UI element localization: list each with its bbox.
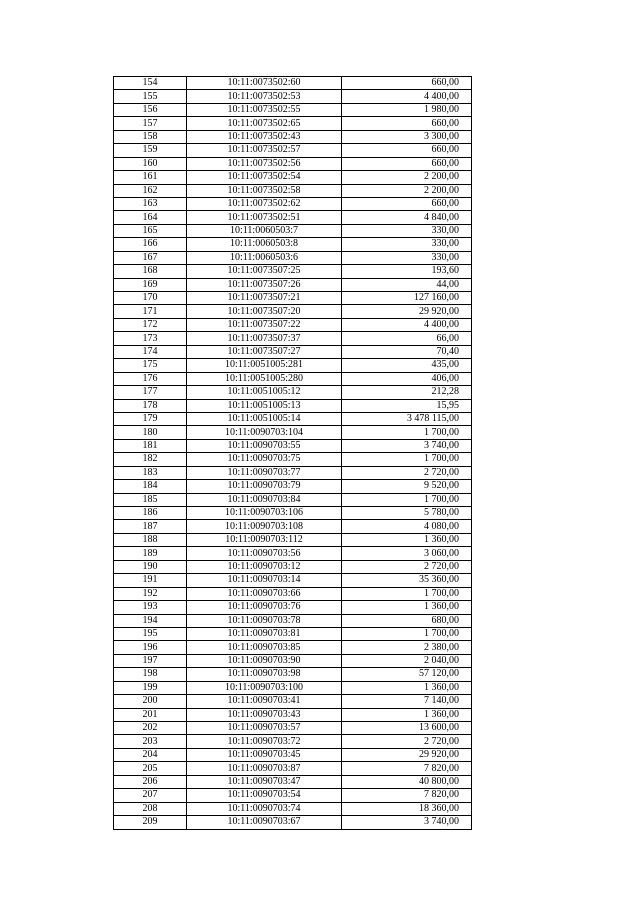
row-number-cell: 201	[114, 708, 187, 721]
value-cell: 4 400,00	[342, 90, 472, 103]
cadastral-number-cell: 10:11:0073502:43	[187, 130, 342, 143]
cadastral-number-cell: 10:11:0090703:67	[187, 816, 342, 829]
value-cell: 3 740,00	[342, 816, 472, 829]
value-cell: 2 720,00	[342, 560, 472, 573]
table-row	[114, 359, 472, 372]
row-number-cell: 158	[114, 130, 187, 143]
value-cell: 3 300,00	[342, 130, 472, 143]
value-cell: 1 700,00	[342, 453, 472, 466]
row-number-cell: 166	[114, 238, 187, 251]
row-number-cell: 199	[114, 681, 187, 694]
value-cell: 7 820,00	[342, 789, 472, 802]
cadastral-number-cell: 10:11:0073502:51	[187, 211, 342, 224]
row-number-cell: 154	[114, 77, 187, 90]
cadastral-number-cell: 10:11:0051005:281	[187, 359, 342, 372]
row-number-cell: 198	[114, 668, 187, 681]
cadastral-number-cell: 10:11:0073507:20	[187, 305, 342, 318]
value-cell: 406,00	[342, 372, 472, 385]
cadastral-number-cell: 10:11:0073507:27	[187, 345, 342, 358]
table-row	[114, 224, 472, 237]
value-cell: 127 160,00	[342, 292, 472, 305]
cadastral-number-cell: 10:11:0090703:55	[187, 439, 342, 452]
value-cell: 1 360,00	[342, 601, 472, 614]
value-cell: 660,00	[342, 157, 472, 170]
cadastral-number-cell: 10:11:0073502:62	[187, 197, 342, 210]
row-number-cell: 160	[114, 157, 187, 170]
cadastral-number-cell: 10:11:0073502:65	[187, 117, 342, 130]
value-cell: 1 700,00	[342, 493, 472, 506]
table-row	[114, 533, 472, 546]
table-row	[114, 547, 472, 560]
value-cell: 29 920,00	[342, 748, 472, 761]
table-row	[114, 305, 472, 318]
value-cell: 1 700,00	[342, 426, 472, 439]
cadastral-number-cell: 10:11:0090703:106	[187, 507, 342, 520]
row-number-cell: 168	[114, 265, 187, 278]
row-number-cell: 202	[114, 722, 187, 735]
row-number-cell: 183	[114, 466, 187, 479]
cadastral-number-cell: 10:11:0090703:98	[187, 668, 342, 681]
table-row	[114, 614, 472, 627]
row-number-cell: 191	[114, 574, 187, 587]
row-number-cell: 179	[114, 412, 187, 425]
cadastral-number-cell: 10:11:0090703:77	[187, 466, 342, 479]
value-cell: 212,28	[342, 386, 472, 399]
row-number-cell: 169	[114, 278, 187, 291]
row-number-cell: 181	[114, 439, 187, 452]
table-row	[114, 574, 472, 587]
row-number-cell: 188	[114, 533, 187, 546]
cadastral-number-cell: 10:11:0073502:53	[187, 90, 342, 103]
row-number-cell: 189	[114, 547, 187, 560]
cadastral-number-cell: 10:11:0090703:100	[187, 681, 342, 694]
cadastral-number-cell: 10:11:0090703:87	[187, 762, 342, 775]
row-number-cell: 192	[114, 587, 187, 600]
value-cell: 2 720,00	[342, 466, 472, 479]
cadastral-number-cell: 10:11:0073507:37	[187, 332, 342, 345]
value-cell: 44,00	[342, 278, 472, 291]
cadastral-number-cell: 10:11:0090703:45	[187, 748, 342, 761]
table-row	[114, 735, 472, 748]
value-cell: 660,00	[342, 144, 472, 157]
row-number-cell: 197	[114, 654, 187, 667]
table-row	[114, 144, 472, 157]
row-number-cell: 207	[114, 789, 187, 802]
value-cell: 2 200,00	[342, 184, 472, 197]
table-row	[114, 439, 472, 452]
value-cell: 2 380,00	[342, 641, 472, 654]
table-row	[114, 520, 472, 533]
value-cell: 4 080,00	[342, 520, 472, 533]
table-row	[114, 466, 472, 479]
table-row	[114, 372, 472, 385]
value-cell: 4 840,00	[342, 211, 472, 224]
table-row	[114, 668, 472, 681]
row-number-cell: 182	[114, 453, 187, 466]
row-number-cell: 203	[114, 735, 187, 748]
cadastral-number-cell: 10:11:0060503:8	[187, 238, 342, 251]
cadastral-number-cell: 10:11:0090703:112	[187, 533, 342, 546]
row-number-cell: 200	[114, 695, 187, 708]
value-cell: 330,00	[342, 224, 472, 237]
cadastral-number-cell: 10:11:0090703:81	[187, 627, 342, 640]
cadastral-number-cell: 10:11:0073507:21	[187, 292, 342, 305]
value-cell: 330,00	[342, 238, 472, 251]
table-row	[114, 130, 472, 143]
cadastral-value-table	[113, 76, 472, 830]
value-cell: 680,00	[342, 614, 472, 627]
table-row	[114, 816, 472, 829]
value-cell: 2 040,00	[342, 654, 472, 667]
cadastral-number-cell: 10:11:0090703:79	[187, 480, 342, 493]
table-row	[114, 681, 472, 694]
table-row	[114, 117, 472, 130]
table-row	[114, 211, 472, 224]
cadastral-number-cell: 10:11:0073502:58	[187, 184, 342, 197]
table-row	[114, 386, 472, 399]
cadastral-number-cell: 10:11:0090703:54	[187, 789, 342, 802]
value-cell: 9 520,00	[342, 480, 472, 493]
value-cell: 1 980,00	[342, 103, 472, 116]
value-cell: 3 478 115,00	[342, 412, 472, 425]
row-number-cell: 209	[114, 816, 187, 829]
table-row	[114, 265, 472, 278]
cadastral-number-cell: 10:11:0051005:13	[187, 399, 342, 412]
cadastral-number-cell: 10:11:0051005:12	[187, 386, 342, 399]
table-row	[114, 292, 472, 305]
row-number-cell: 186	[114, 507, 187, 520]
row-number-cell: 204	[114, 748, 187, 761]
table-row	[114, 171, 472, 184]
value-cell: 13 600,00	[342, 722, 472, 735]
table-row	[114, 748, 472, 761]
table-row	[114, 238, 472, 251]
row-number-cell: 180	[114, 426, 187, 439]
table-row	[114, 251, 472, 264]
cadastral-number-cell: 10:11:0073507:22	[187, 318, 342, 331]
table-row	[114, 77, 472, 90]
value-cell: 18 360,00	[342, 802, 472, 815]
table-row	[114, 399, 472, 412]
cadastral-number-cell: 10:11:0051005:280	[187, 372, 342, 385]
table-row	[114, 318, 472, 331]
row-number-cell: 170	[114, 292, 187, 305]
table-row	[114, 789, 472, 802]
value-cell: 4 400,00	[342, 318, 472, 331]
table-row	[114, 587, 472, 600]
cadastral-number-cell: 10:11:0060503:7	[187, 224, 342, 237]
value-cell: 40 800,00	[342, 775, 472, 788]
row-number-cell: 206	[114, 775, 187, 788]
value-cell: 2 200,00	[342, 171, 472, 184]
row-number-cell: 165	[114, 224, 187, 237]
table-row	[114, 412, 472, 425]
table-row	[114, 480, 472, 493]
row-number-cell: 167	[114, 251, 187, 264]
value-cell: 57 120,00	[342, 668, 472, 681]
cadastral-number-cell: 10:11:0073502:56	[187, 157, 342, 170]
value-cell: 3 740,00	[342, 439, 472, 452]
value-cell: 7 820,00	[342, 762, 472, 775]
cadastral-number-cell: 10:11:0090703:76	[187, 601, 342, 614]
cadastral-number-cell: 10:11:0090703:84	[187, 493, 342, 506]
table-row	[114, 345, 472, 358]
table-body	[114, 77, 472, 830]
row-number-cell: 195	[114, 627, 187, 640]
cadastral-number-cell: 10:11:0090703:12	[187, 560, 342, 573]
table-row	[114, 426, 472, 439]
table-row	[114, 654, 472, 667]
table-row	[114, 332, 472, 345]
cadastral-number-cell: 10:11:0090703:43	[187, 708, 342, 721]
cadastral-number-cell: 10:11:0090703:47	[187, 775, 342, 788]
table-row	[114, 641, 472, 654]
row-number-cell: 187	[114, 520, 187, 533]
cadastral-number-cell: 10:11:0090703:14	[187, 574, 342, 587]
cadastral-number-cell: 10:11:0090703:41	[187, 695, 342, 708]
cadastral-number-cell: 10:11:0090703:78	[187, 614, 342, 627]
table-row	[114, 90, 472, 103]
value-cell: 7 140,00	[342, 695, 472, 708]
value-cell: 1 360,00	[342, 681, 472, 694]
row-number-cell: 196	[114, 641, 187, 654]
row-number-cell: 175	[114, 359, 187, 372]
value-cell: 660,00	[342, 117, 472, 130]
row-number-cell: 164	[114, 211, 187, 224]
row-number-cell: 176	[114, 372, 187, 385]
value-cell: 70,40	[342, 345, 472, 358]
row-number-cell: 194	[114, 614, 187, 627]
table-row	[114, 493, 472, 506]
row-number-cell: 157	[114, 117, 187, 130]
cadastral-number-cell: 10:11:0073507:26	[187, 278, 342, 291]
table-row	[114, 708, 472, 721]
table-row	[114, 184, 472, 197]
value-cell: 3 060,00	[342, 547, 472, 560]
value-cell: 193,60	[342, 265, 472, 278]
cadastral-number-cell: 10:11:0090703:104	[187, 426, 342, 439]
row-number-cell: 155	[114, 90, 187, 103]
table-row	[114, 762, 472, 775]
value-cell: 2 720,00	[342, 735, 472, 748]
cadastral-number-cell: 10:11:0090703:56	[187, 547, 342, 560]
cadastral-number-cell: 10:11:0090703:75	[187, 453, 342, 466]
row-number-cell: 161	[114, 171, 187, 184]
row-number-cell: 163	[114, 197, 187, 210]
value-cell: 5 780,00	[342, 507, 472, 520]
row-number-cell: 185	[114, 493, 187, 506]
cadastral-number-cell: 10:11:0090703:90	[187, 654, 342, 667]
value-cell: 1 700,00	[342, 587, 472, 600]
value-cell: 1 700,00	[342, 627, 472, 640]
value-cell: 35 360,00	[342, 574, 472, 587]
value-cell: 660,00	[342, 77, 472, 90]
cadastral-number-cell: 10:11:0090703:57	[187, 722, 342, 735]
row-number-cell: 193	[114, 601, 187, 614]
cadastral-number-cell: 10:11:0073507:25	[187, 265, 342, 278]
table-row	[114, 278, 472, 291]
cadastral-number-cell: 10:11:0073502:55	[187, 103, 342, 116]
row-number-cell: 208	[114, 802, 187, 815]
cadastral-number-cell: 10:11:0073502:57	[187, 144, 342, 157]
cadastral-number-cell: 10:11:0090703:108	[187, 520, 342, 533]
table-row	[114, 722, 472, 735]
cadastral-number-cell: 10:11:0090703:74	[187, 802, 342, 815]
row-number-cell: 162	[114, 184, 187, 197]
table-row	[114, 507, 472, 520]
table-row	[114, 775, 472, 788]
cadastral-number-cell: 10:11:0051005:14	[187, 412, 342, 425]
row-number-cell: 159	[114, 144, 187, 157]
table-row	[114, 627, 472, 640]
row-number-cell: 178	[114, 399, 187, 412]
value-cell: 29 920,00	[342, 305, 472, 318]
value-cell: 330,00	[342, 251, 472, 264]
table-row	[114, 103, 472, 116]
row-number-cell: 205	[114, 762, 187, 775]
table-row	[114, 695, 472, 708]
value-cell: 1 360,00	[342, 708, 472, 721]
row-number-cell: 177	[114, 386, 187, 399]
table-row	[114, 601, 472, 614]
value-cell: 15,95	[342, 399, 472, 412]
cadastral-number-cell: 10:11:0073502:60	[187, 77, 342, 90]
row-number-cell: 171	[114, 305, 187, 318]
table-row	[114, 453, 472, 466]
cadastral-number-cell: 10:11:0060503:6	[187, 251, 342, 264]
row-number-cell: 184	[114, 480, 187, 493]
value-cell: 66,00	[342, 332, 472, 345]
cadastral-number-cell: 10:11:0073502:54	[187, 171, 342, 184]
value-cell: 435,00	[342, 359, 472, 372]
value-cell: 660,00	[342, 197, 472, 210]
row-number-cell: 156	[114, 103, 187, 116]
cadastral-number-cell: 10:11:0090703:85	[187, 641, 342, 654]
row-number-cell: 190	[114, 560, 187, 573]
table-row	[114, 157, 472, 170]
cadastral-number-cell: 10:11:0090703:66	[187, 587, 342, 600]
value-cell: 1 360,00	[342, 533, 472, 546]
cadastral-number-cell: 10:11:0090703:72	[187, 735, 342, 748]
table-row	[114, 197, 472, 210]
table-row	[114, 802, 472, 815]
row-number-cell: 173	[114, 332, 187, 345]
row-number-cell: 174	[114, 345, 187, 358]
row-number-cell: 172	[114, 318, 187, 331]
table-row	[114, 560, 472, 573]
